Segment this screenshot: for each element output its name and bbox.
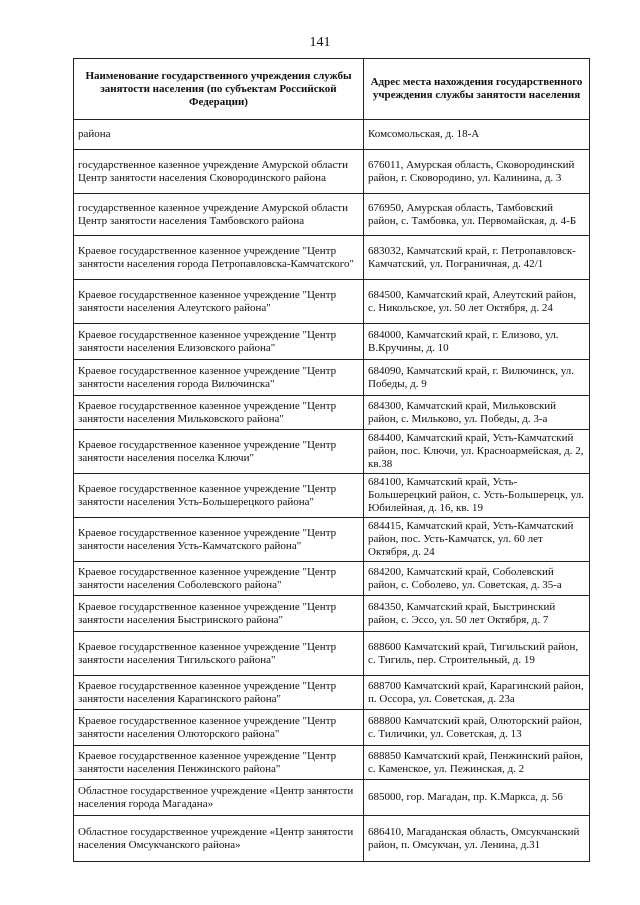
table-row bbox=[74, 396, 590, 430]
address-cell: 684415, Камчатский край, Усть-Камчатский район, пос. Усть-Камчатск, ул. 60 лет Октября, д. 24 bbox=[364, 518, 590, 562]
table-header-row bbox=[74, 59, 590, 120]
institution-name-cell: Областное государственное учреждение «Центр занятости населения города Магадана» bbox=[74, 780, 364, 816]
table-row bbox=[74, 816, 590, 862]
institution-name-cell: Краевое государственное казенное учреждение "Центр занятости населения Елизовского района" bbox=[74, 324, 364, 360]
table-row bbox=[74, 676, 590, 710]
address-cell: 684300, Камчатский край, Мильковский район, с. Мильково, ул. Победы, д. 3-а bbox=[364, 396, 590, 430]
institution-name-cell: Краевое государственное казенное учреждение "Центр занятости населения Пенжинского района" bbox=[74, 746, 364, 780]
address-cell: 685000, гор. Магадан, пр. К.Маркса, д. 56 bbox=[364, 780, 590, 816]
header-institution-name: Наименование государственного учреждения службы занятости населения (по субъектам Российской Федерации) bbox=[74, 59, 364, 120]
address-cell: 676011, Амурская область, Сковородинский район, г. Сковородино, ул. Калинина, д. 3 bbox=[364, 150, 590, 194]
table-row bbox=[74, 324, 590, 360]
institution-name-cell: Краевое государственное казенное учреждение "Центр занятости населения поселка Ключи" bbox=[74, 430, 364, 474]
table-row bbox=[74, 562, 590, 596]
table-row bbox=[74, 632, 590, 676]
table-row bbox=[74, 430, 590, 474]
institution-name-cell: Краевое государственное казенное учреждение "Центр занятости населения Тигильского района" bbox=[74, 632, 364, 676]
institution-name-cell: Краевое государственное казенное учреждение "Центр занятости населения Алеутского района" bbox=[74, 280, 364, 324]
address-cell: 684000, Камчатский край, г. Елизово, ул. В.Кручины, д. 10 bbox=[364, 324, 590, 360]
table-row bbox=[74, 710, 590, 746]
address-cell: 684350, Камчатский край, Быстринский район, с. Эссо, ул. 50 лет Октября, д. 7 bbox=[364, 596, 590, 632]
address-cell: 684400, Камчатский край, Усть-Камчатский район, пос. Ключи, ул. Красноармейская, д. 2, кв.38 bbox=[364, 430, 590, 474]
address-cell: 684200, Камчатский край, Соболевский район, с. Соболево, ул. Советская, д. 35-а bbox=[364, 562, 590, 596]
address-cell: 688850 Камчатский край, Пенжинский район, с. Каменское, ул. Пежинская, д. 2 bbox=[364, 746, 590, 780]
institution-name-cell: Краевое государственное казенное учреждение "Центр занятости населения Усть-Камчатского района" bbox=[74, 518, 364, 562]
header-address: Адрес места нахождения государственного учреждения службы занятости населения bbox=[364, 59, 590, 120]
address-cell: 684500, Камчатский край, Алеутский район, с. Никольское, ул. 50 лет Октября, д. 24 bbox=[364, 280, 590, 324]
table-row bbox=[74, 746, 590, 780]
address-cell: 684100, Камчатский край, Усть-Большерецкий район, с. Усть-Большерецк, ул. Юбилейная, д. 16, кв. 19 bbox=[364, 474, 590, 518]
table-body bbox=[74, 120, 590, 862]
institution-name-cell: Краевое государственное казенное учреждение "Центр занятости населения Карагинского района" bbox=[74, 676, 364, 710]
institution-name-cell: Областное государственное учреждение «Центр занятости населения Омсукчанского района» bbox=[74, 816, 364, 862]
institution-name-cell: Краевое государственное казенное учреждение "Центр занятости населения Мильковского района" bbox=[74, 396, 364, 430]
institution-name-cell: государственное казенное учреждение Амурской области Центр занятости населения Тамбовского района bbox=[74, 194, 364, 236]
table-row bbox=[74, 150, 590, 194]
table-row bbox=[74, 236, 590, 280]
table-row bbox=[74, 360, 590, 396]
table-row bbox=[74, 780, 590, 816]
table-row bbox=[74, 120, 590, 150]
table-row bbox=[74, 518, 590, 562]
address-cell: 686410, Магаданская область, Омсукчанский район, п. Омсукчан, ул. Ленина, д.31 bbox=[364, 816, 590, 862]
page-number: 141 bbox=[309, 35, 331, 50]
address-cell: 688800 Камчатский край, Олюторский район, с. Тиличики, ул. Советская, д. 13 bbox=[364, 710, 590, 746]
table-row bbox=[74, 280, 590, 324]
table-row bbox=[74, 596, 590, 632]
institution-name-cell: Краевое государственное казенное учреждение "Центр занятости населения города Петропавловска-Камчатского" bbox=[74, 236, 364, 280]
table-row bbox=[74, 474, 590, 518]
institution-name-cell: Краевое государственное казенное учреждение "Центр занятости населения города Вилючинска" bbox=[74, 360, 364, 396]
institution-name-cell: Краевое государственное казенное учреждение "Центр занятости населения Быстринского района" bbox=[74, 596, 364, 632]
institution-name-cell: Краевое государственное казенное учреждение "Центр занятости населения Усть-Большерецкого района" bbox=[74, 474, 364, 518]
address-cell: 684090, Камчатский край, г. Вилючинск, ул. Победы, д. 9 bbox=[364, 360, 590, 396]
address-cell: 688700 Камчатский край, Карагинский район, п. Оссора, ул. Советская, д. 23а bbox=[364, 676, 590, 710]
institutions-table bbox=[73, 58, 590, 862]
institution-name-cell: Краевое государственное казенное учреждение "Центр занятости населения Соболевского района" bbox=[74, 562, 364, 596]
table-row bbox=[74, 194, 590, 236]
institution-name-cell: государственное казенное учреждение Амурской области Центр занятости населения Сковородинского района bbox=[74, 150, 364, 194]
address-cell: 676950, Амурская область, Тамбовский район, с. Тамбовка, ул. Первомайская, д. 4-Б bbox=[364, 194, 590, 236]
institution-name-cell: Краевое государственное казенное учреждение "Центр занятости населения Олюторского района" bbox=[74, 710, 364, 746]
address-cell: Комсомольская, д. 18-А bbox=[364, 120, 590, 150]
institution-name-cell: района bbox=[74, 120, 364, 150]
address-cell: 688600 Камчатский край, Тигильский район, с. Тигиль, пер. Строительный, д. 19 bbox=[364, 632, 590, 676]
address-cell: 683032, Камчатский край, г. Петропавловск-Камчатский, ул. Пограничная, д. 42/1 bbox=[364, 236, 590, 280]
